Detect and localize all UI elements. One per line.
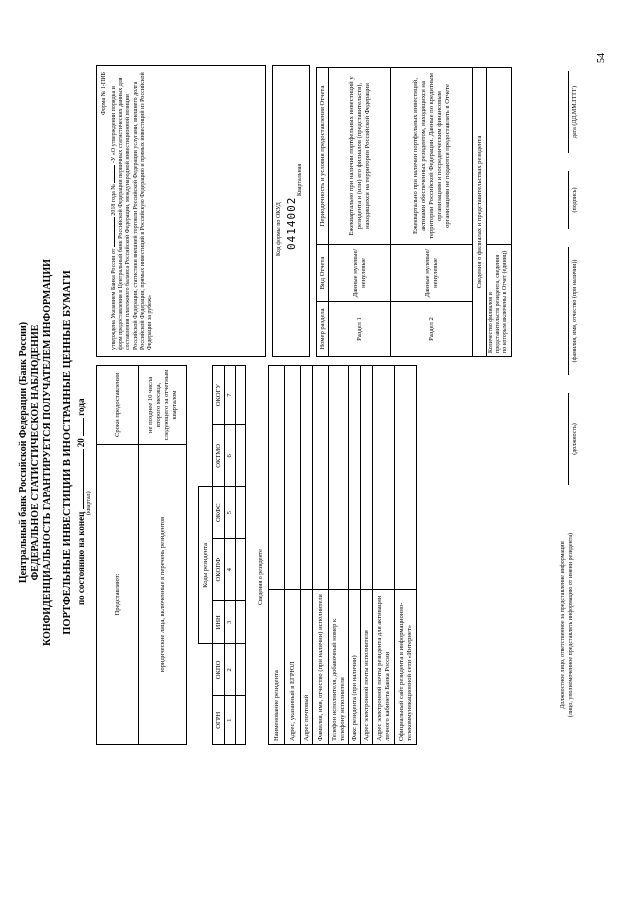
year-word: года — [76, 398, 86, 416]
approval-text — [111, 72, 154, 350]
code-num-6: 6 — [225, 425, 236, 487]
bank-name: Центральный банк Российской Федерации (Банк России) — [18, 321, 29, 584]
section-1-num: Раздел 1 — [329, 302, 391, 357]
code-value-5[interactable] — [236, 487, 246, 539]
resident-table — [268, 365, 417, 745]
code-value-3[interactable] — [236, 601, 246, 644]
resident-row-fax: Факс резидента (при наличии) — [349, 590, 361, 745]
resident-exec-email-value[interactable] — [361, 366, 373, 590]
year-number: 20 — [76, 438, 86, 448]
code-col-ogrn: ОГРН — [213, 696, 225, 745]
resident-row-res-email: Адрес электронной почты резидента для активации личного кабинета Банка России — [373, 590, 395, 745]
code-num-5: 5 — [225, 487, 236, 539]
year-blank[interactable] — [83, 418, 84, 436]
signature-subtitle: (лицо, уполномоченное представлять информацию от имени резидента) — [568, 532, 574, 718]
code-value-4[interactable] — [236, 539, 246, 601]
sections-col-num: Номер раздела — [317, 302, 329, 357]
code-num-1: 1 — [225, 696, 236, 745]
resident-row-executor: Фамилия, имя, отчество (при наличии) исполнителя — [313, 590, 329, 745]
period-prefix: по состоянию на конец — [76, 511, 86, 605]
resident-egrul-value[interactable] — [285, 366, 301, 590]
fio-caption: (фамилия, имя, отчество (при наличии)) — [572, 259, 578, 363]
section-2-num: Раздел 2 — [391, 302, 473, 357]
branches-title: Сведения о филиалах и представительствах резидента — [473, 68, 487, 357]
resident-row-phone: Телефон исполнителя, добавочный номер к телефону исполнителя — [329, 590, 349, 745]
presenter-table — [96, 365, 187, 745]
approval-mid: 2018 года № — [111, 184, 117, 216]
code-value-2[interactable] — [236, 644, 246, 696]
code-value-7[interactable] — [236, 366, 246, 425]
code-value-6[interactable] — [236, 425, 246, 487]
resident-fax-value[interactable] — [349, 366, 361, 590]
code-num-2: 2 — [225, 644, 236, 696]
code-num-4: 4 — [225, 539, 236, 601]
resident-res-email-value[interactable] — [373, 366, 395, 590]
okud-period: Квартальная — [297, 163, 303, 196]
code-value-1[interactable] — [236, 696, 246, 745]
okud-code: 0414002 — [285, 196, 298, 250]
resident-site-value[interactable] — [395, 366, 417, 590]
quarter-caption: (квартал) — [86, 491, 92, 515]
col-deadline: Сроки предоставления — [97, 366, 139, 445]
approval-start: утверждена Указанием Банка России от — [111, 248, 117, 350]
resident-row-exec-email: Адрес электронной почты исполнителя — [361, 590, 373, 745]
approval-rest: -У «О утверждении порядка и форм предоставления в Центральный банк Российской Федерации первичных статистических данных для составления платежного баланса Российской Федерации, международной инвестиционной позиции Российской Федерации, статистики внешней торговли Российской Федерации услугами, внешнего долга Российской Федерации, прямых инвестиций в Российскую Федерацию и прямых инвестиций из Российской Федерации за рубеж» — [111, 72, 154, 350]
position-line[interactable] — [568, 393, 569, 485]
presenter-when: не позднее 10 числа второго месяца, следующего за отчетным кварталом — [139, 366, 187, 445]
codes-title: Коды резидента — [199, 487, 213, 644]
quarter-blank[interactable] — [83, 449, 84, 509]
resident-row-postal: Адрес почтовый — [301, 590, 313, 745]
section-2-kind: Данные нулевые/ ненулевые — [391, 245, 473, 302]
resident-row-egrul: Адрес, указанный в ЕГРЮЛ — [285, 590, 301, 745]
resident-row-site: Официальный сайт резидента в информационно-телекоммуникационной сети «Интернет» — [395, 590, 417, 745]
code-col-okopf: ОКОПФ — [213, 539, 225, 601]
code-col-okogu: ОКОГУ — [213, 366, 225, 425]
col-presenter: Представляют: — [97, 445, 139, 745]
resident-row-name: Наименование резидента — [269, 590, 285, 745]
date-caption: дата (ДД.ММ.ГГГГ) — [572, 85, 578, 139]
codes-table — [198, 365, 246, 745]
resident-phone-value[interactable] — [329, 366, 349, 590]
code-col-oktmo: ОКТМО — [213, 425, 225, 487]
okud-label: Код формы по ОКУД — [276, 202, 282, 256]
code-col-okpo: ОКПО — [213, 644, 225, 696]
branches-count-value[interactable] — [487, 68, 512, 245]
observation-title: ФЕДЕРАЛЬНОЕ СТАТИСТИЧЕСКОЕ НАБЛЮДЕНИЕ — [30, 324, 41, 581]
sections-table — [316, 67, 512, 357]
approval-number-blank — [114, 165, 115, 183]
position-caption: (должность) — [572, 423, 578, 455]
date-line[interactable] — [568, 71, 569, 153]
form-title: ПОРТФЕЛЬНЫЕ ИНВЕСТИЦИИ В ИНОСТРАННЫЕ ЦЕННЫЕ БУМАГИ — [62, 270, 73, 635]
confidentiality-note: КОНФИДЕНЦИАЛЬНОСТЬ ГАРАНТИРУЕТСЯ ПОЛУЧАТЕЛЕМ ИНФОРМАЦИИ — [42, 259, 53, 646]
section-2-cond: Ежеквартально при наличии портфельных инвестиций, активами обеспеченных резидентом, находящихся на территории Российской Федерации. Данные по кредитным организациям и посредническим финансовым организациям не подаются предоставлять в Отчете — [391, 68, 473, 245]
okud-box — [272, 65, 310, 357]
presenter-who: юридические лица, включенные в перечень резидентов — [139, 445, 187, 745]
resident-postal-value[interactable] — [301, 366, 313, 590]
period-line — [76, 399, 86, 605]
resident-name-value[interactable] — [269, 366, 285, 590]
code-num-7: 7 — [225, 366, 236, 425]
signature-title: Должностное лицо, ответственное за представление информации — [560, 541, 566, 709]
sign-line[interactable] — [568, 171, 569, 229]
section-1-cond: Ежеквартально при наличии портфельных инвестиций у резидента и (или) его филиалов (представительств), находящихся на территории Российской Федерации — [329, 68, 391, 245]
resident-executor-value[interactable] — [313, 366, 329, 590]
section-1-kind: Данные нулевые/ ненулевые — [329, 245, 391, 302]
code-col-okfs: ОКФС — [213, 487, 225, 539]
approval-date-blank — [114, 217, 115, 247]
page-number: 54 — [596, 53, 607, 63]
fio-line[interactable] — [568, 247, 569, 375]
code-num-3: 3 — [225, 601, 236, 644]
form-info-box — [96, 65, 266, 357]
branches-count-label: Количество филиалов и представительств резидента, сведения по которым включены в Отчет (единиц) — [487, 245, 512, 357]
sections-col-kind: Вид Отчета — [317, 245, 329, 302]
form-number: Форма № 1-ПИБ — [101, 72, 107, 115]
sign-caption: (подпись) — [572, 187, 578, 213]
sections-col-cond: Периодичность и условия предоставления Отчета — [317, 68, 329, 245]
code-col-inn: ИНН — [213, 601, 225, 644]
resident-section-title: Сведения о резиденте — [258, 549, 264, 605]
